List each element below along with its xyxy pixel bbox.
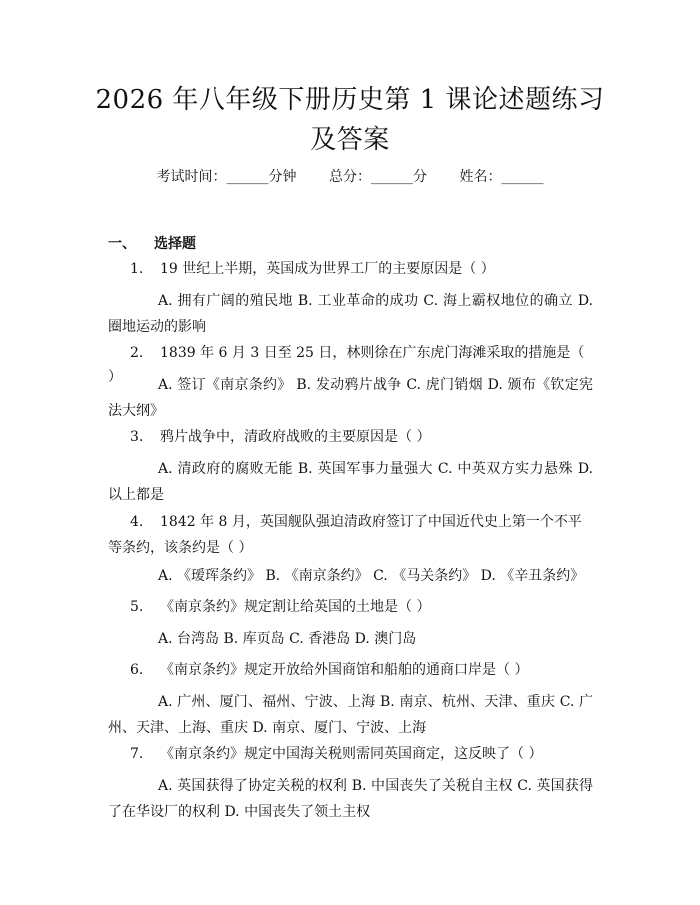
question-number: 2. bbox=[130, 345, 144, 361]
question-number: 5. bbox=[130, 599, 144, 615]
question-4 bbox=[108, 509, 593, 561]
question-number: 7. bbox=[130, 746, 144, 762]
question-6 bbox=[108, 658, 593, 682]
question-text: 1839 年 6 月 3 日至 25 日，林则徐在广东虎门海滩采取的措施是（ ） bbox=[108, 345, 585, 385]
exam-time: 考试时间：______分钟 bbox=[156, 169, 297, 185]
question-number: 1. bbox=[130, 261, 144, 277]
question-6-options: A. 广州、厦门、福州、宁波、上海 B. 南京、杭州、天津、重庆 C. 广州、天津、上海、重庆 D. 南京、厦门、宁波、上海 bbox=[108, 694, 593, 736]
exam-meta bbox=[0, 168, 700, 186]
question-text: 《南京条约》规定割让给英国的土地是（ ） bbox=[160, 599, 431, 615]
question-5-options: A. 台湾岛 B. 库页岛 C. 香港岛 D. 澳门岛 bbox=[158, 631, 417, 647]
question-3-options: A. 清政府的腐败无能 B. 英国军事力量强大 C. 中英双方实力悬殊 D. 以上都是 bbox=[108, 461, 593, 503]
student-name: 姓名：______ bbox=[459, 169, 544, 185]
question-text: 19 世纪上半期，英国成为世界工厂的主要原因是（ ） bbox=[160, 261, 495, 277]
section-heading bbox=[108, 233, 196, 253]
question-number: 4. bbox=[130, 514, 144, 530]
document-title: 2026 年八年级下册历史第 1 课论述题练习及答案 bbox=[95, 85, 605, 155]
total-score: 总分：______分 bbox=[329, 169, 427, 185]
question-7-options: A. 英国获得了协定关税的权利 B. 中国丧失了关税自主权 C. 英国获得了在华设厂的权利 D. 中国丧失了领土主权 bbox=[108, 778, 593, 820]
question-number: 3. bbox=[130, 429, 144, 445]
question-text: 1842 年 8 月，英国舰队强迫清政府签订了中国近代史上第一个不平等条约，该条约是（ ） bbox=[108, 514, 582, 556]
question-5 bbox=[108, 595, 593, 619]
question-1 bbox=[108, 257, 593, 281]
question-3 bbox=[108, 425, 593, 449]
question-1-options: A. 拥有广阔的殖民地 B. 工业革命的成功 C. 海上霸权地位的确立 D. 圈地运动的影响 bbox=[108, 293, 593, 335]
question-text: 鸦片战争中，清政府战败的主要原因是（ ） bbox=[160, 429, 431, 445]
section-title: 选择题 bbox=[154, 236, 196, 252]
question-text: 《南京条约》规定中国海关税则需同英国商定，这反映了（ ） bbox=[160, 746, 543, 762]
question-text: 《南京条约》规定开放给外国商馆和船舶的通商口岸是（ ） bbox=[160, 662, 529, 678]
section-number: 一、 bbox=[108, 236, 136, 252]
question-number: 6. bbox=[130, 662, 144, 678]
question-7 bbox=[108, 742, 593, 766]
question-4-options: A. 《瑷珲条约》 B. 《南京条约》 C. 《马关条约》 D. 《辛丑条约》 bbox=[158, 568, 585, 584]
question-2-options: A. 签订《南京条约》 B. 发动鸦片战争 C. 虎门销烟 D. 颁布《钦定宪法大纲》 bbox=[108, 377, 593, 419]
